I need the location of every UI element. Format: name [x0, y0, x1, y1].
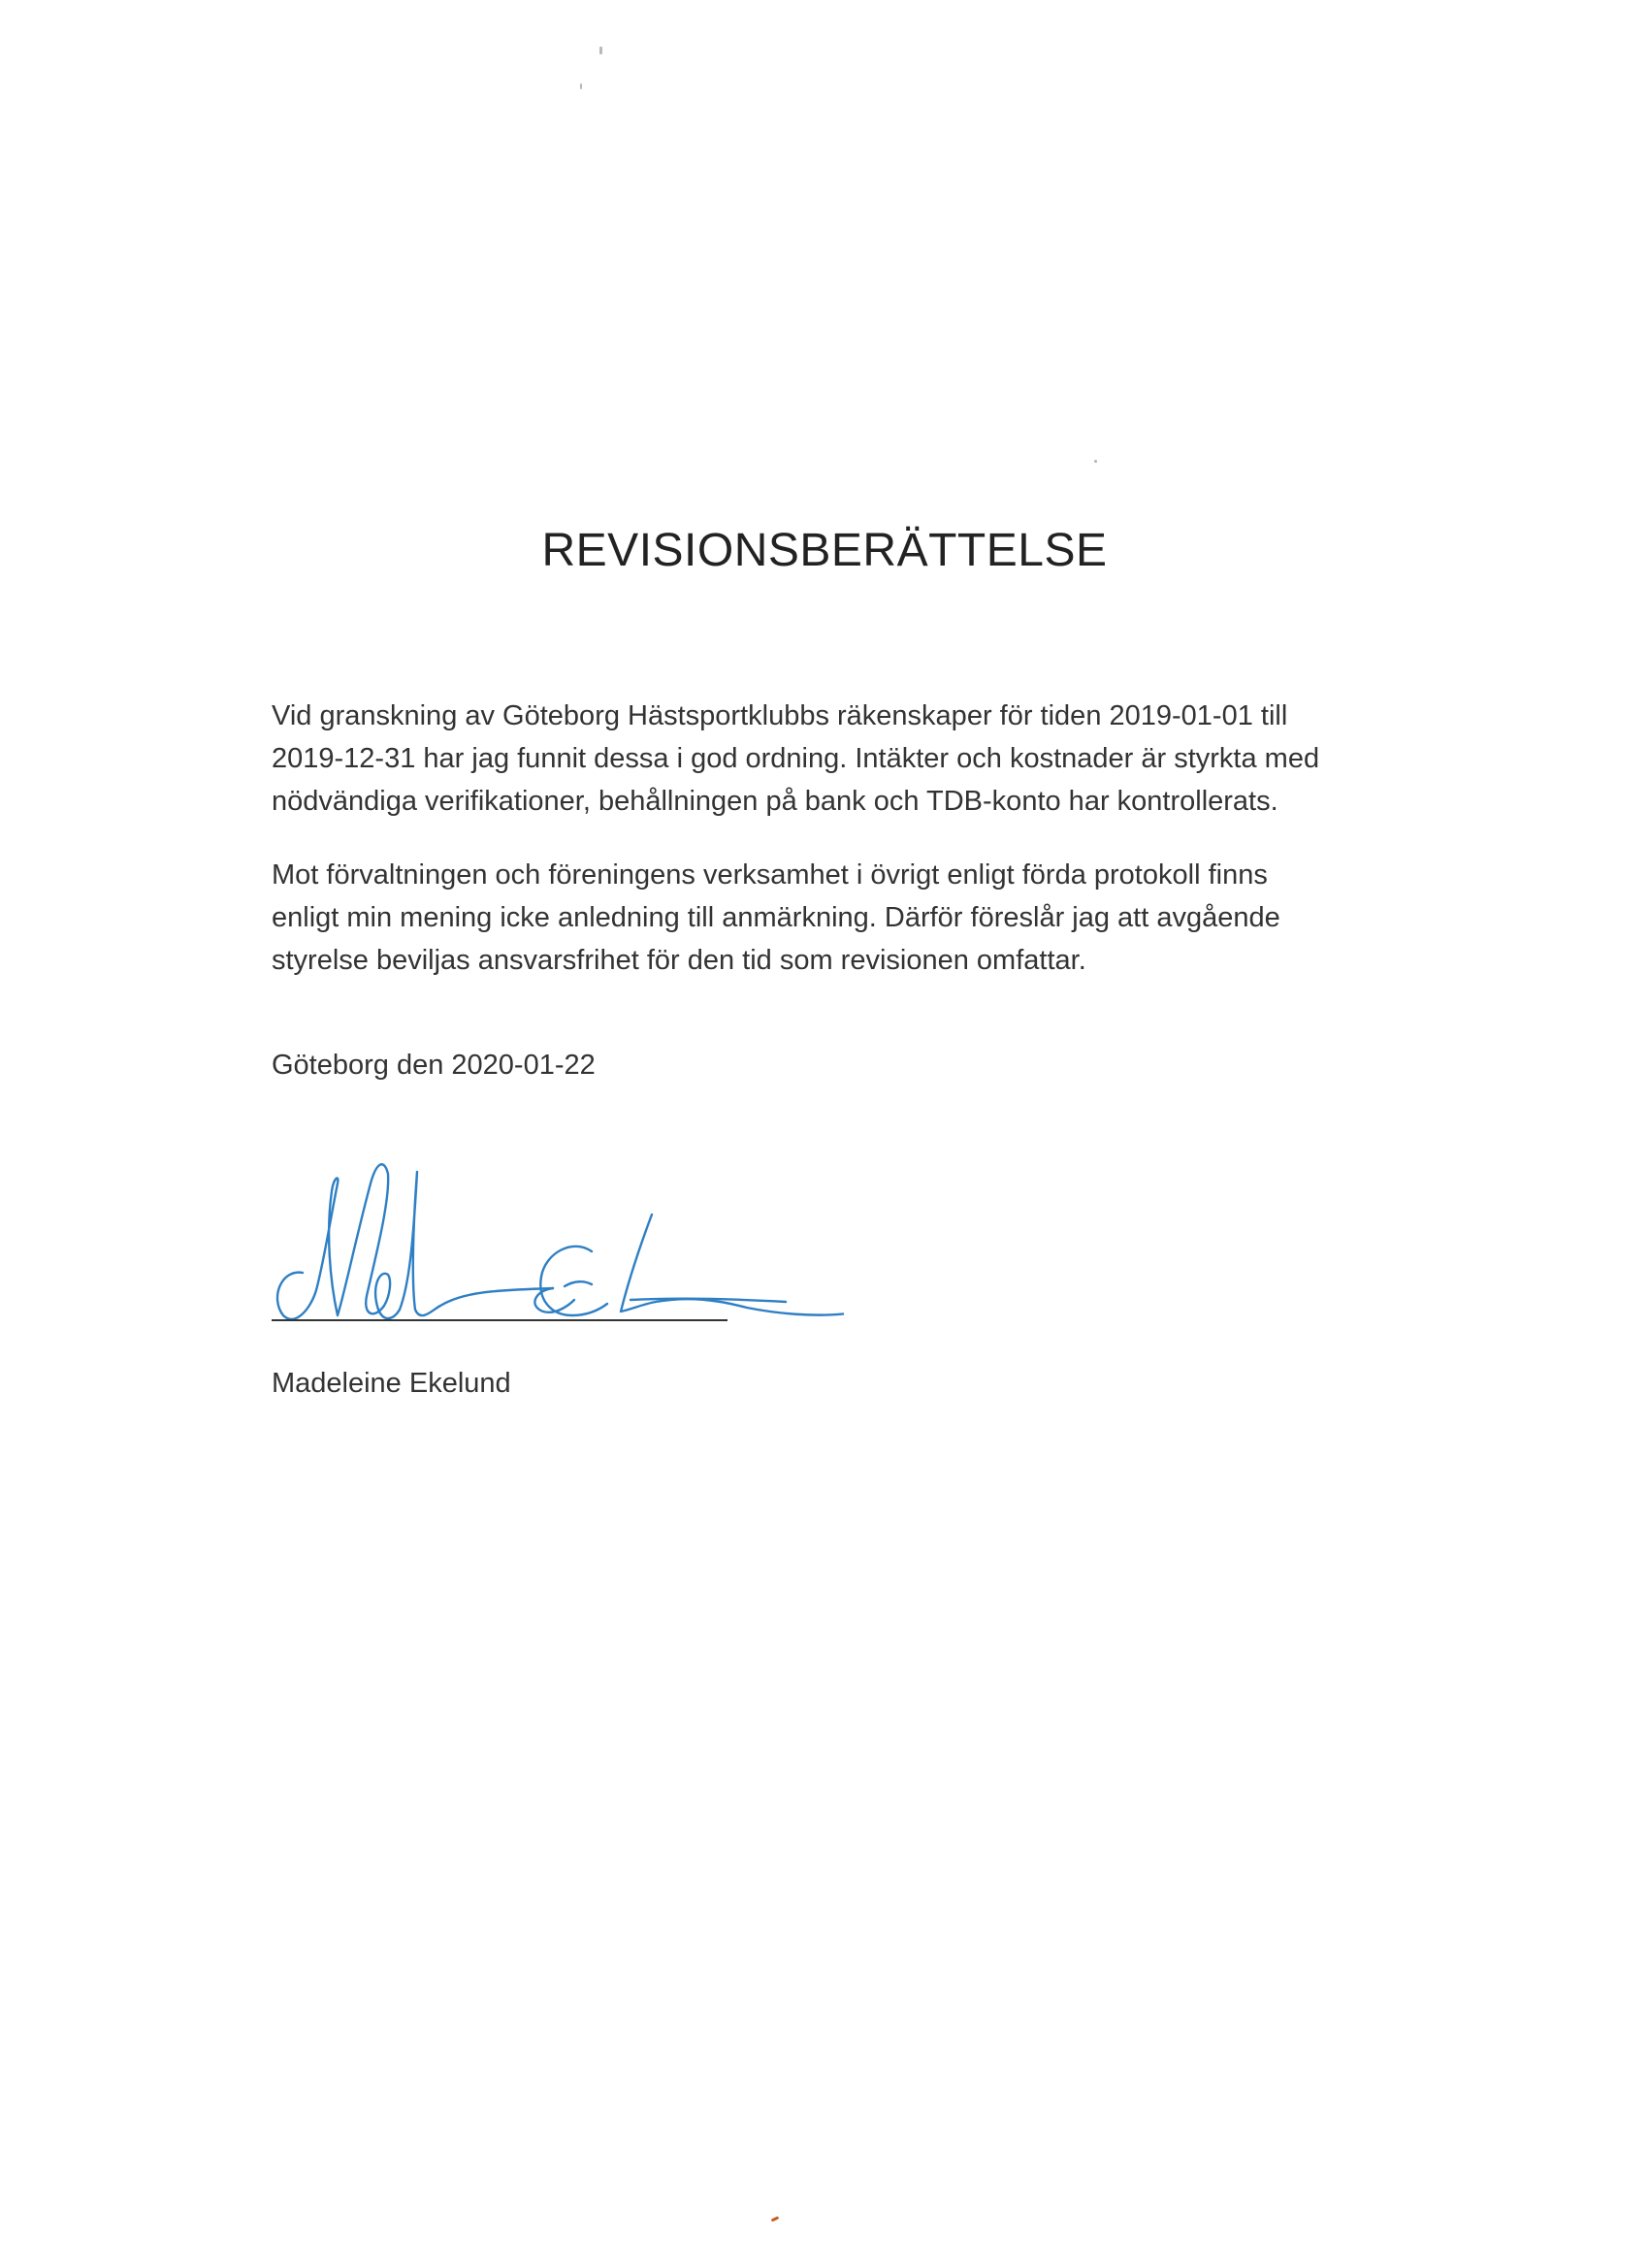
- signature-line: [272, 1319, 728, 1321]
- paragraph-line: styrelse beviljas ansvarsfrihet för den tid som revisionen omfattar.: [272, 945, 1086, 976]
- place-and-date: Göteborg den 2020-01-22: [272, 1050, 596, 1081]
- paragraph-line: 2019-12-31 har jag funnit dessa i god ordning. Intäkter och kostnader är styrkta med: [272, 743, 1320, 774]
- paragraph-recommendation: [272, 854, 1416, 982]
- paragraph-line: Vid granskning av Göteborg Hästsportklubbs räkenskaper för tiden 2019-01-01 till: [272, 700, 1288, 731]
- signer-name: Madeleine Ekelund: [272, 1368, 511, 1399]
- scan-speck: [599, 47, 602, 54]
- paragraph-audit-finding: [272, 695, 1416, 823]
- document-title: REVISIONSBERÄTTELSE: [541, 525, 1108, 576]
- paragraph-line: enligt min mening icke anledning till anmärkning. Därför föreslår jag att avgående: [272, 902, 1280, 933]
- paragraph-line: nödvändiga verifikationer, behållningen på bank och TDB-konto har kontrollerats.: [272, 786, 1278, 817]
- paragraph-line: Mot förvaltningen och föreningens verksamhet i övrigt enligt förda protokoll finns: [272, 859, 1268, 891]
- scan-speck: [580, 83, 582, 89]
- handwritten-signature: [262, 1145, 844, 1339]
- scan-speck: [771, 2216, 780, 2221]
- scan-speck: [1094, 460, 1097, 463]
